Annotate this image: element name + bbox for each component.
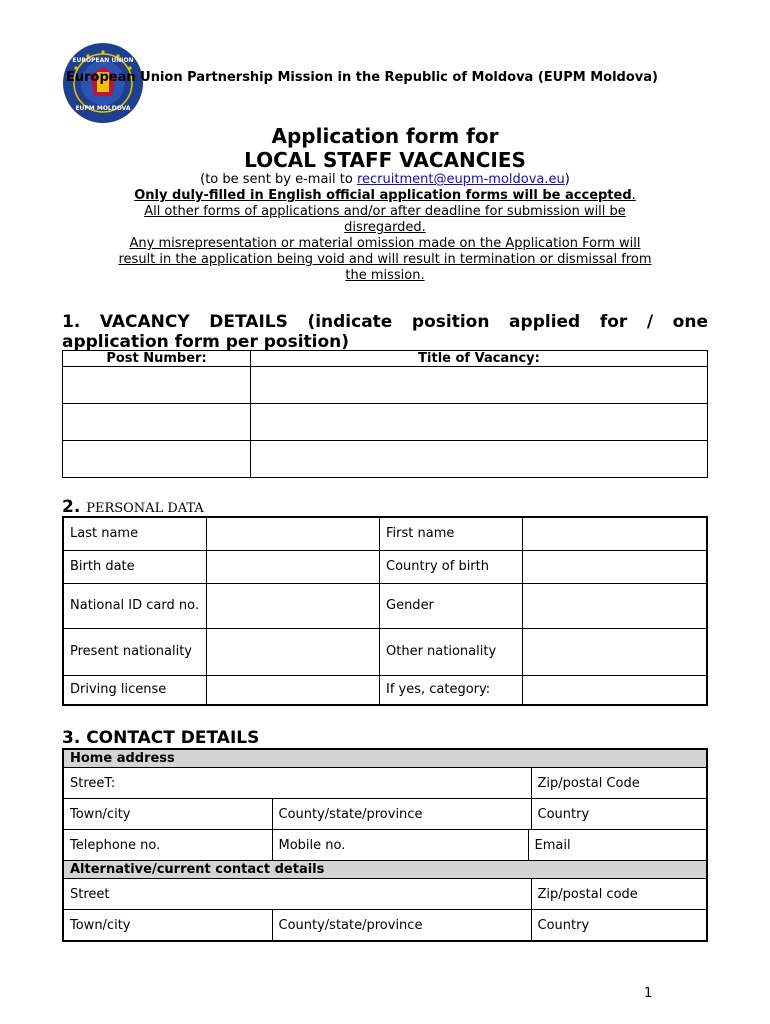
misrepresentation-note: Any misrepresentation or material omission made on the Application Form will result in the application being void and will result in termination or dismissal from the mission.	[118, 236, 652, 283]
email-label[interactable]: Email	[528, 830, 707, 861]
birth-date-input[interactable]	[207, 550, 380, 583]
personal-data-table	[62, 516, 708, 706]
alt-zip-code-label[interactable]: Zip/postal code	[531, 879, 707, 910]
title-block	[62, 124, 708, 284]
alt-county-state-province-label[interactable]: County/state/province	[272, 910, 531, 942]
birth-date-label: Birth date	[63, 550, 207, 583]
table-row	[63, 550, 707, 583]
post-number-header: Post Number:	[63, 351, 251, 367]
home-address-header: Home address	[63, 749, 707, 768]
license-category-label: If yes, category:	[380, 675, 523, 705]
form-title-line2: LOCAL STAFF VACANCIES	[244, 148, 526, 172]
section3-heading: 3. CONTACT DETAILS	[62, 728, 260, 748]
post-number-cell[interactable]	[63, 367, 251, 404]
english-only-end: .	[631, 188, 636, 203]
vacancy-table	[62, 350, 708, 478]
table-row	[63, 583, 707, 628]
other-forms-note: All other forms of applications and/or after deadline for submission will be disregarded.	[144, 204, 626, 235]
other-nationality-label: Other nationality	[380, 628, 523, 675]
logo-text-bottom: EUPM MOLDOVA	[75, 105, 131, 112]
vacancy-title-cell[interactable]	[251, 404, 708, 441]
alt-street-label[interactable]: Street	[63, 879, 531, 910]
table-row	[63, 517, 707, 550]
gender-input[interactable]	[523, 583, 708, 628]
country-of-birth-input[interactable]	[523, 550, 708, 583]
english-only-text: Only duly-filled in English official application forms will be accepted	[134, 188, 632, 203]
post-number-cell[interactable]	[63, 441, 251, 478]
present-nationality-input[interactable]	[207, 628, 380, 675]
post-number-cell[interactable]	[63, 404, 251, 441]
table-row	[63, 910, 707, 942]
country-label[interactable]: Country	[531, 799, 707, 830]
street-label[interactable]: StreeT:	[63, 768, 531, 799]
section2-number: 2.	[62, 497, 81, 517]
country-of-birth-label: Country of birth	[380, 550, 523, 583]
national-id-input[interactable]	[207, 583, 380, 628]
national-id-label: National ID card no.	[63, 583, 207, 628]
driving-license-input[interactable]	[207, 675, 380, 705]
table-row	[63, 367, 708, 404]
alt-town-city-label[interactable]: Town/city	[63, 910, 272, 942]
table-row	[63, 749, 707, 768]
alternative-contact-header: Alternative/current contact details	[63, 861, 707, 879]
license-category-input[interactable]	[523, 675, 708, 705]
vacancy-title-cell[interactable]	[251, 367, 708, 404]
present-nationality-label: Present nationality	[63, 628, 207, 675]
organization-name: European Union Partnership Mission in the Republic of Moldova (EUPM Moldova)	[66, 70, 658, 85]
english-only-note	[62, 188, 708, 204]
table-row	[63, 675, 707, 705]
table-row	[63, 404, 708, 441]
form-title-line1: Application form for	[271, 124, 499, 148]
last-name-label: Last name	[63, 517, 207, 550]
alt-country-label[interactable]: Country	[531, 910, 707, 942]
driving-license-label: Driving license	[63, 675, 207, 705]
mobile-label[interactable]: Mobile no.	[272, 830, 528, 861]
zip-code-label[interactable]: Zip/postal Code	[531, 768, 707, 799]
table-row	[63, 830, 707, 861]
title-of-vacancy-header: Title of Vacancy:	[251, 351, 708, 367]
table-row	[63, 879, 707, 910]
table-row	[63, 441, 708, 478]
county-state-province-label[interactable]: County/state/province	[272, 799, 531, 830]
send-instruction	[62, 172, 708, 188]
table-row	[63, 799, 707, 830]
contact-details-table	[62, 748, 708, 942]
vacancy-title-cell[interactable]	[251, 441, 708, 478]
town-city-label[interactable]: Town/city	[63, 799, 272, 830]
first-name-input[interactable]	[523, 517, 708, 550]
table-row	[63, 861, 707, 879]
recruitment-email-link[interactable]: recruitment@eupm-moldova.eu	[356, 172, 565, 187]
section1-heading: 1. VACANCY DETAILS (indicate position applied for / one application form per position)	[62, 312, 708, 352]
telephone-label[interactable]: Telephone no.	[63, 830, 272, 861]
send-prefix: (to be sent by e-mail to	[200, 172, 357, 187]
other-nationality-input[interactable]	[523, 628, 708, 675]
page-number: 1	[644, 986, 653, 1001]
gender-label: Gender	[380, 583, 523, 628]
logo-text-top: EUROPEAN UNION	[72, 57, 134, 64]
table-row	[63, 628, 707, 675]
section2-title: PERSONAL DATA	[86, 501, 204, 516]
last-name-input[interactable]	[207, 517, 380, 550]
first-name-label: First name	[380, 517, 523, 550]
send-suffix: )	[564, 172, 570, 187]
table-row	[63, 768, 707, 799]
